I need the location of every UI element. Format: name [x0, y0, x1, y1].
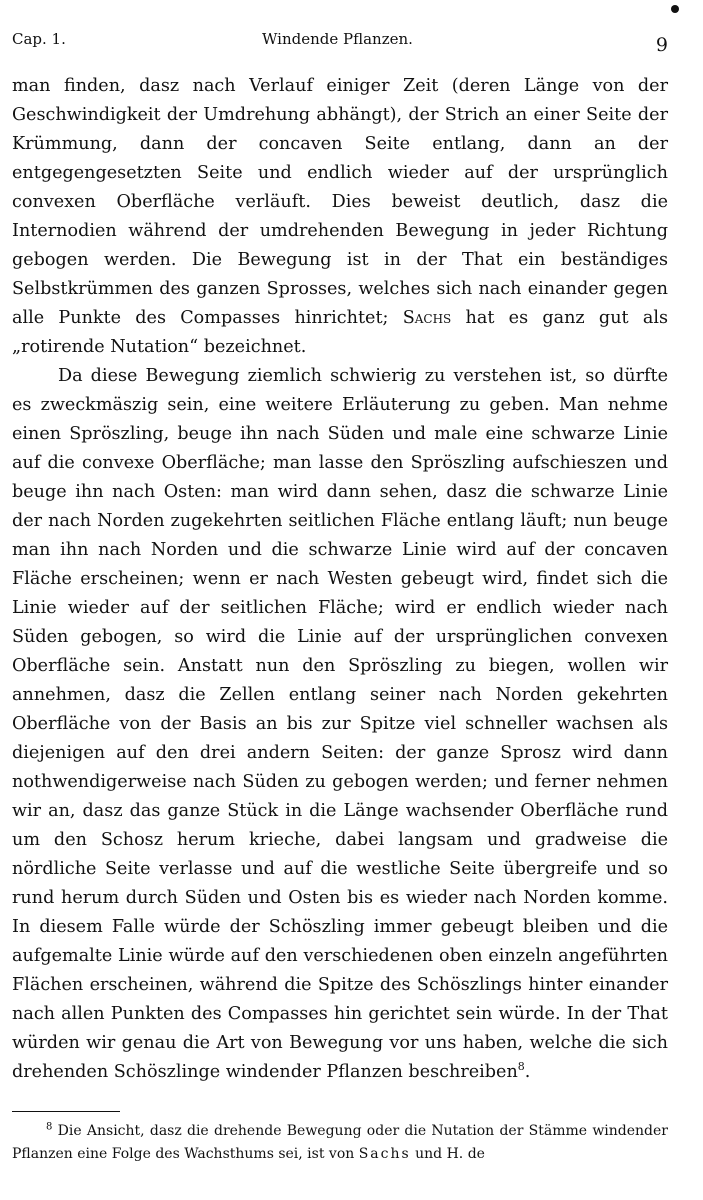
paragraph-1: [12, 72, 668, 362]
footnote-text-b: und H. de: [410, 1146, 485, 1162]
paragraph-1-text-a: man finden, dasz nach Verlauf einiger Zeit (deren Länge von der Geschwindigkeit der Umdrehung abhängt), der Strich an einer Seite der Krümmung, dann der concaven Seite entlang, dann an der entgegengesetzten Seite und endlich wieder auf der ursprünglich convexen Oberfläche verläuft. Dies beweist deutlich, dasz die Internodien während der umdrehenden Bewegung in jeder Richtung gebogen werden. Die Bewegung ist in der That ein beständiges Selbstkrümmen des ganzen Sprosses, welches sich nach einander gegen alle Punkte des Compasses hinrichtet;: [12, 76, 668, 328]
footnote: [12, 1120, 668, 1166]
main-text: [12, 72, 668, 1087]
paragraph-1-text-b: hat es ganz gut als „rotirende Nutation“ bezeichnet.: [12, 308, 668, 357]
footnote-number: 8: [46, 1121, 53, 1133]
footnote-divider: [12, 1111, 120, 1112]
paragraph-2-text: Da diese Bewegung ziemlich schwierig zu verstehen ist, so dürfte es zweckmäszig sein, eine weitere Erläuterung zu geben. Man nehme einen Spröszling, beuge ihn nach Süden und male eine schwarze Linie auf die convexe Oberfläche; man lasse den Spröszling aufschieszen und beuge ihn nach Osten: man wird dann sehen, dasz die schwarze Linie der nach Norden zugekehrten seitlichen Fläche entlang läuft; nun beuge man ihn nach Norden und die schwarze Linie wird auf der concaven Fläche erscheinen; wenn er nach Westen gebeugt wird, findet sich die Linie wieder auf der seitlichen Fläche; wird er endlich wieder nach Süden gebogen, so wird die Linie auf der ursprünglichen convexen Oberfläche sein. Anstatt nun den Spröszling zu biegen, wollen wir annehmen, dasz die Zellen entlang seiner nach Norden gekehrten Oberfläche von der Basis an bis zur Spitze viel schneller wachsen als diejenigen auf den drei andern Seiten: der ganze Sprosz wird dann nothwendigerweise nach Süden zu gebogen werden; und ferner nehmen wir an, dasz das ganze Stück in die Länge wachsender Oberfläche rund um den Schosz herum krieche, dabei langsam und gradweise die nördliche Seite verlasse und auf die westliche Seite übergreife und so rund herum durch Süden und Osten bis es wieder nach Norden komme. In diesem Falle würde der Schöszling immer gebeugt bleiben und die aufgemalte Linie würde auf den verschiedenen oben einzeln angeführten Flächen erscheinen, während die Spitze des Schöszlings hinter einander nach allen Punkten des Compasses hin gerichtet sein würde. In der That würden wir genau die Art von Bewegung vor uns haben, welche die sich drehenden Schöszlinge windender Pflanzen beschreiben: [12, 366, 668, 1082]
footnote-author-sachs: Sachs: [358, 1146, 411, 1162]
chapter-label: Cap. 1.: [12, 30, 66, 48]
book-page: [12, 0, 668, 1200]
footnote-reference: 8: [517, 1060, 525, 1074]
running-title: Windende Pflanzen.: [262, 30, 413, 48]
page-number: 9: [655, 34, 668, 56]
ink-spot: [671, 5, 679, 13]
running-header: [12, 30, 668, 56]
footnote-text-a: Die Ansicht, dasz die drehende Bewegung oder die Nutation der Stämme windender Pflanzen eine Folge des Wachsthums sei, ist von: [12, 1123, 668, 1162]
author-name-sachs: Sachs: [402, 308, 452, 328]
paragraph-2: [12, 362, 668, 1087]
paragraph-2-end: .: [524, 1062, 531, 1082]
